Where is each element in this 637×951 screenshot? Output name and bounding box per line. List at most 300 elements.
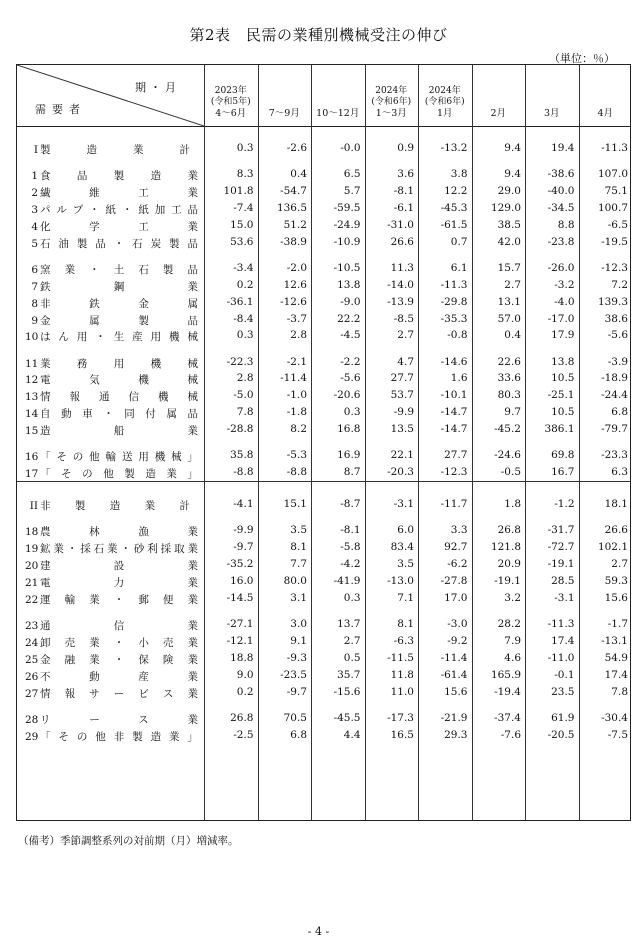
table-cell: 3.0 [290, 618, 307, 630]
table-cell: 2.7 [611, 558, 628, 571]
industry-label: 運輸業・郵便業 [40, 593, 198, 606]
industry-number: 25 [25, 653, 39, 666]
table-cell: 0.9 [397, 142, 414, 154]
table-cell: -4.0 [554, 295, 575, 308]
table-cell: 3.8 [450, 168, 468, 181]
table-cell: 18.1 [604, 498, 628, 511]
industry-number: 2 [31, 187, 38, 199]
table-cell: -20.3 [387, 466, 414, 479]
table-cell: 1.8 [504, 498, 521, 511]
industry-label: 化学工業 [40, 220, 198, 233]
table-cell: 0.2 [236, 685, 254, 698]
table-cell: -1.7 [607, 618, 628, 630]
table-cell: -19.1 [547, 558, 575, 571]
table-cell: -9.2 [447, 634, 468, 647]
table-cell: -11.3 [547, 618, 575, 630]
table-cell: -8.5 [393, 312, 414, 325]
table-cell: -45.5 [333, 711, 361, 724]
table-row [17, 726, 630, 745]
table-cell: 38.6 [604, 312, 628, 325]
table-cell: -12.6 [280, 295, 307, 308]
table-cell: -22.3 [226, 355, 254, 368]
industry-label: 繊維工業 [40, 187, 198, 199]
industry-label: 金属製品 [40, 314, 198, 327]
table-cell: -18.9 [601, 372, 628, 385]
table-cell: -10.5 [333, 261, 361, 274]
table-cell: 102.1 [597, 541, 628, 554]
table-cell: -14.0 [387, 278, 414, 291]
industry-number: 1 [31, 170, 38, 183]
column-header-era: (令和6年) [371, 97, 412, 107]
table-cell: 7.9 [504, 634, 521, 647]
industry-number: 22 [25, 593, 39, 606]
table-cell: -8.4 [233, 312, 254, 325]
table-cell: -59.5 [333, 201, 361, 214]
table-cell: -9.7 [286, 685, 307, 698]
industry-name [25, 618, 200, 633]
table-cell: 121.8 [490, 541, 521, 554]
table-cell: 7.2 [611, 278, 628, 291]
table-cell: -72.7 [547, 541, 575, 554]
table-cell: -10.1 [440, 389, 468, 402]
industry-name [25, 142, 200, 157]
table-cell: 0.7 [450, 235, 468, 248]
table-cell: -25.1 [547, 389, 575, 402]
industry-number: 10 [25, 331, 39, 344]
table-cell: -61.4 [440, 668, 468, 681]
industry-label: 情報サービス業 [40, 687, 198, 700]
table-cell: 11.0 [390, 685, 414, 698]
table-cell: 54.9 [604, 651, 628, 664]
table-cell: 5.7 [343, 185, 361, 197]
industry-name [25, 313, 200, 328]
table-cell: -2.2 [340, 355, 361, 368]
table-cell: -29.8 [440, 295, 468, 308]
industry-number: 9 [31, 314, 38, 327]
industry-label: 農林漁業 [40, 526, 198, 539]
table-cell: 13.5 [390, 423, 414, 436]
table-cell: 26.8 [497, 524, 521, 537]
demand-sector-label: 需要者 [35, 103, 86, 116]
table-cell: 35.8 [230, 449, 254, 462]
table-cell: -6.3 [393, 634, 414, 647]
table-cell: 8.3 [236, 168, 254, 181]
industry-name [25, 652, 200, 667]
table-cell: 6.0 [397, 524, 414, 537]
table-cell: -13.2 [440, 142, 468, 154]
table-cell: 17.4 [604, 668, 628, 681]
table-cell: 101.8 [223, 185, 254, 197]
table-cell: -8.1 [340, 524, 361, 537]
table-cell: -19.1 [494, 575, 521, 587]
table-cell: -37.4 [494, 711, 521, 724]
industry-name [25, 329, 200, 344]
table-cell: -11.3 [601, 142, 628, 154]
table-cell: -0.5 [500, 466, 521, 479]
table-cell: -12.1 [226, 634, 254, 647]
table-cell: 2.7 [397, 329, 414, 342]
table-cell: 3.5 [290, 524, 307, 537]
table-cell: -4.1 [233, 498, 254, 511]
table-cell: 16.7 [551, 466, 575, 479]
table-cell: -23.8 [547, 235, 575, 248]
table-cell: -4.2 [340, 558, 361, 571]
industry-label: 情報通信機械 [40, 391, 198, 404]
industry-label: 「その他輸送用機械」 [40, 451, 198, 464]
industry-name [25, 466, 200, 481]
table-cell: 17.0 [444, 591, 468, 604]
page-title: 第2表 民需の業種別機械受注の伸び [189, 26, 448, 44]
table-cell: -11.4 [280, 372, 307, 385]
industry-number: 18 [25, 526, 39, 539]
table-cell: 59.3 [604, 575, 628, 587]
industry-number: 3 [31, 203, 38, 216]
table-cell: 165.9 [490, 668, 521, 681]
table-cell: -6.1 [393, 201, 414, 214]
table-cell: 19.4 [551, 142, 575, 154]
table-cell: 83.4 [390, 541, 414, 554]
industry-label: 窯業・土石製品 [40, 263, 198, 276]
table-cell: 0.5 [343, 651, 361, 664]
industry-label: 卸売業・小売業 [40, 636, 198, 649]
industry-name [25, 202, 200, 217]
industry-label: 電力業 [40, 577, 198, 589]
table-cell: -30.4 [601, 711, 628, 724]
table-cell: 386.1 [544, 423, 575, 436]
industry-name [25, 449, 200, 464]
table-cell: -3.2 [554, 278, 575, 291]
industry-label: 金融業・保険業 [40, 653, 198, 666]
column-header-label: 3月 [543, 108, 560, 119]
industry-label: 製造業計 [40, 144, 190, 156]
table-cell: -20.6 [333, 389, 361, 402]
industry-number: 5 [31, 237, 38, 250]
industry-name [25, 498, 200, 513]
industry-number: 15 [25, 425, 39, 438]
table-cell: -35.2 [226, 558, 254, 571]
table-cell: -0.8 [447, 329, 468, 342]
industry-name [25, 575, 200, 590]
table-cell: 61.9 [551, 711, 575, 724]
table-cell: 8.1 [397, 618, 414, 630]
table-cell: -14.7 [440, 423, 468, 436]
column-header-era: (令和5年) [210, 97, 251, 107]
industry-label: 造船業 [40, 425, 198, 438]
table-cell: 80.0 [283, 575, 307, 587]
industry-name [25, 592, 200, 607]
table-cell: 6.1 [450, 261, 468, 274]
table-cell: 7.1 [397, 591, 414, 604]
column-header-year: 2023年 [214, 86, 247, 96]
table-cell: 1.6 [450, 372, 468, 385]
table-cell: -45.3 [440, 201, 468, 214]
table-cell: 12.2 [444, 185, 468, 197]
table-cell: 57.0 [497, 312, 521, 325]
table-cell: -15.6 [333, 685, 361, 698]
table-cell: 15.1 [283, 498, 307, 511]
table-cell: 26.8 [230, 711, 254, 724]
table-cell: -14.7 [440, 406, 468, 419]
table-cell: 26.6 [390, 235, 414, 248]
table-cell: 27.7 [444, 449, 468, 462]
table-cell: -11.4 [440, 651, 468, 664]
table-cell: -8.8 [233, 466, 254, 479]
industry-label: 自動車・同付属品 [40, 408, 198, 421]
table-cell: -11.3 [440, 278, 468, 291]
industry-label: 食品製造業 [40, 170, 198, 183]
industry-name [25, 558, 200, 573]
table-cell: -24.4 [601, 389, 628, 402]
table-cell: -40.0 [547, 185, 575, 197]
industry-name [25, 635, 200, 650]
industry-number: 20 [25, 560, 39, 573]
table-cell: -35.3 [440, 312, 468, 325]
table-cell: -8.8 [286, 466, 307, 479]
industry-number: 17 [25, 468, 39, 481]
industry-label: パルプ・紙・紙加工品 [40, 203, 198, 216]
table-cell: 139.3 [597, 295, 628, 308]
table-cell: 129.0 [490, 201, 521, 214]
industry-number: 21 [25, 577, 39, 589]
industry-label: 「その他製造業」 [40, 468, 198, 481]
orders-table [16, 64, 631, 821]
table-cell: -38.9 [280, 235, 307, 248]
industry-name [25, 423, 200, 438]
period-month-label: 期・月 [135, 81, 180, 94]
table-cell: 42.0 [497, 235, 521, 248]
industry-number: 7 [31, 280, 38, 293]
table-cell: -7.5 [607, 728, 628, 741]
industry-label: リース業 [40, 713, 198, 726]
table-cell: -9.3 [286, 651, 307, 664]
industry-number: 19 [25, 543, 39, 556]
column-header [418, 65, 472, 126]
industry-number: 27 [25, 687, 39, 700]
table-cell: 22.1 [390, 449, 414, 462]
table-cell: -19.5 [601, 235, 628, 248]
column-header [204, 65, 258, 126]
industry-number: 29 [25, 730, 39, 743]
table-cell: 3.3 [450, 524, 468, 537]
table-cell: 6.5 [343, 168, 361, 181]
table-cell: -24.6 [494, 449, 521, 462]
table-cell: -13.9 [387, 295, 414, 308]
table-cell: -4.5 [340, 329, 361, 342]
table-cell: 51.2 [283, 218, 307, 231]
table-cell: 15.6 [444, 685, 468, 698]
table-cell: 9.1 [290, 634, 307, 647]
industry-number: 28 [25, 713, 39, 726]
table-cell: 0.3 [236, 142, 254, 154]
industry-name [25, 279, 200, 294]
table-cell: -13.0 [387, 575, 414, 587]
table-cell: 6.3 [611, 466, 628, 479]
table-cell: 38.5 [497, 218, 521, 231]
industry-name [25, 712, 200, 727]
table-cell: 8.1 [290, 541, 307, 554]
industry-name [25, 168, 200, 183]
table-cell: 18.8 [230, 651, 254, 664]
table-cell: 23.5 [551, 685, 575, 698]
industry-name [25, 406, 200, 421]
table-cell: 7.7 [290, 558, 307, 571]
table-cell: -9.9 [233, 524, 254, 537]
table-cell: -1.0 [286, 389, 307, 402]
table-cell: -3.4 [233, 261, 254, 274]
table-cell: -41.9 [333, 575, 361, 587]
column-header-year: 2024年 [375, 86, 408, 96]
table-cell: 53.7 [390, 389, 414, 402]
table-cell: 107.0 [597, 168, 628, 181]
table-cell: 6.8 [611, 406, 628, 419]
industry-number: 11 [25, 357, 39, 370]
table-cell: 4.6 [504, 651, 521, 664]
table-cell: 9.7 [504, 406, 521, 419]
table-cell: -11.7 [440, 498, 468, 511]
table-cell: 3.6 [397, 168, 414, 181]
table-cell: -12.3 [601, 261, 628, 274]
industry-number: 14 [25, 408, 39, 421]
table-cell: -3.9 [607, 355, 628, 368]
industry-number: 12 [25, 374, 39, 387]
industry-name [25, 669, 200, 684]
table-cell: 13.7 [337, 618, 361, 630]
table-cell: 4.7 [397, 355, 414, 368]
table-cell: -31.0 [387, 218, 414, 231]
table-cell: -2.1 [286, 355, 307, 368]
table-cell: 15.0 [230, 218, 254, 231]
column-header-label: 10～12月 [316, 108, 360, 119]
industry-name [25, 185, 200, 200]
table-cell: -61.5 [440, 218, 468, 231]
table-cell: 136.5 [276, 201, 307, 214]
table-row [17, 683, 630, 702]
table-header [17, 65, 630, 127]
industry-name [25, 389, 200, 404]
industry-number: 4 [31, 220, 38, 233]
table-cell: -5.3 [286, 449, 307, 462]
table-cell: -3.7 [286, 312, 307, 325]
table-cell: -28.8 [226, 423, 254, 436]
table-cell: -27.8 [440, 575, 468, 587]
industry-number: 24 [25, 636, 39, 649]
table-cell: 70.5 [283, 711, 307, 724]
table-row [17, 589, 630, 608]
industry-number: 23 [25, 620, 39, 632]
table-cell: 11.3 [390, 261, 414, 274]
industry-number: 13 [25, 391, 39, 404]
column-header-label: 1月 [436, 108, 453, 119]
subtotal-row [17, 495, 630, 514]
subtotal-row [17, 139, 630, 158]
table-cell: -7.4 [233, 201, 254, 214]
table-cell: -9.0 [340, 295, 361, 308]
table-cell: -1.8 [286, 406, 307, 419]
table-cell: 0.3 [343, 591, 361, 604]
table-cell: -2.6 [286, 142, 307, 154]
table-cell: 2.7 [343, 634, 361, 647]
table-cell: 15.6 [604, 591, 628, 604]
table-cell: -0.1 [554, 668, 575, 681]
table-cell: 33.6 [497, 372, 521, 385]
table-cell: -11.0 [547, 651, 575, 664]
table-cell: -54.7 [280, 185, 307, 197]
table-cell: 2.7 [504, 278, 521, 291]
column-header [472, 65, 526, 126]
table-cell: 20.9 [497, 558, 521, 571]
table-cell: -79.7 [601, 423, 628, 436]
table-cell: -2.0 [286, 261, 307, 274]
table-cell: -31.7 [547, 524, 575, 537]
table-cell: -5.0 [233, 389, 254, 402]
table-cell: 3.2 [504, 591, 521, 604]
industry-name [25, 356, 200, 371]
column-header-label: 2月 [490, 108, 507, 119]
table-cell: 17.4 [551, 634, 575, 647]
table-cell: 100.7 [597, 201, 628, 214]
table-cell: -0.0 [340, 142, 361, 154]
table-cell: 22.2 [337, 312, 361, 325]
table-cell: 9.4 [504, 142, 521, 154]
industry-number: I [33, 144, 38, 156]
column-header [579, 65, 633, 126]
industry-label: 通信業 [40, 620, 198, 632]
industry-label: はん用・生産用機械 [40, 331, 198, 344]
column-header-label: 1～3月 [375, 108, 407, 119]
table-cell: 0.4 [504, 329, 521, 342]
table-cell: 16.9 [337, 449, 361, 462]
table-cell: 35.7 [337, 668, 361, 681]
table-row [17, 463, 630, 482]
industry-label: 鉄鋼業 [40, 280, 198, 293]
column-header-label: 4～6月 [215, 108, 247, 119]
table-cell: -38.6 [547, 168, 575, 181]
table-cell: 22.6 [497, 355, 521, 368]
industry-name [25, 541, 200, 556]
industry-name [25, 372, 200, 387]
column-header [311, 65, 365, 126]
table-cell: -3.1 [554, 591, 575, 604]
industry-label: 不動産業 [40, 670, 198, 683]
table-cell: 8.2 [290, 423, 307, 436]
table-cell: 2.8 [290, 329, 307, 342]
table-cell: 13.8 [551, 355, 575, 368]
table-cell: -1.2 [554, 498, 575, 511]
table-cell: -9.9 [393, 406, 414, 419]
table-cell: -13.1 [601, 634, 628, 647]
table-cell: 53.6 [230, 235, 254, 248]
table-cell: 0.3 [343, 406, 361, 419]
table-cell: 29.3 [444, 728, 468, 741]
industry-number: 8 [31, 297, 38, 310]
table-cell: -36.1 [226, 295, 254, 308]
page-number: - 4 - [307, 925, 330, 938]
table-cell: -20.5 [547, 728, 575, 741]
table-cell: 10.5 [551, 406, 575, 419]
table-cell: 29.0 [497, 185, 521, 197]
industry-name [25, 524, 200, 539]
table-cell: 17.9 [551, 329, 575, 342]
table-cell: -45.2 [494, 423, 521, 436]
table-cell: -8.7 [340, 498, 361, 511]
industry-name [25, 262, 200, 277]
column-header [525, 65, 579, 126]
table-cell: -6.5 [607, 218, 628, 231]
table-cell: 13.8 [337, 278, 361, 291]
table-cell: -7.6 [500, 728, 521, 741]
table-cell: -26.0 [547, 261, 575, 274]
footnote: （備考）季節調整系列の対前期（月）増減率。 [18, 835, 239, 847]
